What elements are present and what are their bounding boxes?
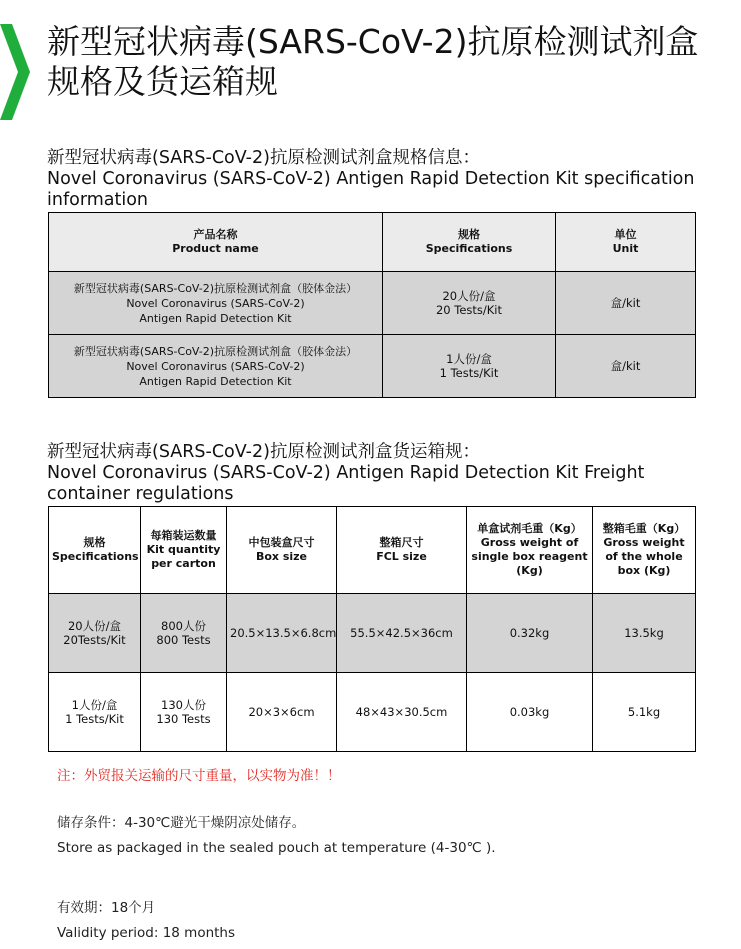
spec-heading-en: Novel Coronavirus (SARS-CoV-2) Antigen Rapid Detection Kit specification information <box>47 169 695 210</box>
cell-box-size: 20.5×13.5×6.8cm <box>227 594 337 673</box>
freight-section-heading <box>47 442 727 505</box>
cell-product-name: 新型冠状病毒(SARS-CoV-2)抗原检测试剂盒（胶体金法） Novel Coronavirus (SARS-CoV-2) Antigen Rapid Detection Kit <box>49 335 383 398</box>
table-row <box>49 673 696 752</box>
cell-specification: 20人份/盒 20 Tests/Kit <box>383 272 556 335</box>
col-box-size: 中包装盒尺寸 Box size <box>227 507 337 594</box>
page-title: 新型冠状病毒(SARS-CoV-2)抗原检测试剂盒规格及货运箱规 <box>47 22 699 101</box>
freight-table-header-row <box>49 507 696 594</box>
cell-box-size: 20×3×6cm <box>227 673 337 752</box>
col-fcl-size: 整箱尺寸 FCL size <box>337 507 467 594</box>
spec-table <box>48 212 696 398</box>
cell-specification: 1人份/盒 1 Tests/Kit <box>383 335 556 398</box>
validity-period-en: Validity period: 18 months <box>57 925 236 941</box>
cell-single-weight: 0.32kg <box>467 594 593 673</box>
chevron-accent-icon <box>0 24 30 120</box>
table-row <box>49 594 696 673</box>
col-product-name: 产品名称 Product name <box>49 213 383 272</box>
validity-period-cn: 有效期：18个月 <box>57 900 156 916</box>
table-row <box>49 272 696 335</box>
storage-condition-en: Store as packaged in the sealed pouch at temperature (4-30℃ ). <box>57 840 496 856</box>
cell-whole-weight: 13.5kg <box>593 594 696 673</box>
cell-whole-weight: 5.1kg <box>593 673 696 752</box>
freight-heading-en: Novel Coronavirus (SARS-CoV-2) Antigen Rapid Detection Kit Freight container regulations <box>47 463 645 504</box>
cell-fcl-size: 48×43×30.5cm <box>337 673 467 752</box>
spec-heading-cn: 新型冠状病毒(SARS-CoV-2)抗原检测试剂盒规格信息： <box>47 148 480 168</box>
freight-table <box>48 506 696 752</box>
col-kit-quantity: 每箱装运数量 Kit quantity per carton <box>141 507 227 594</box>
cell-product-name: 新型冠状病毒(SARS-CoV-2)抗原检测试剂盒（胶体金法） Novel Coronavirus (SARS-CoV-2) Antigen Rapid Detection Kit <box>49 272 383 335</box>
cell-fcl-size: 55.5×42.5×36cm <box>337 594 467 673</box>
col-unit: 单位 Unit <box>556 213 696 272</box>
customs-warning-note: 注：外贸报关运输的尺寸重量，以实物为准！！ <box>57 768 341 784</box>
col-whole-weight: 整箱毛重（Kg） Gross weight of the whole box (Kg) <box>593 507 696 594</box>
col-single-weight: 单盒试剂毛重（Kg） Gross weight of single box reagent (Kg) <box>467 507 593 594</box>
cell-specification: 1人份/盒 1 Tests/Kit <box>49 673 141 752</box>
cell-specification: 20人份/盒 20Tests/Kit <box>49 594 141 673</box>
freight-heading-cn: 新型冠状病毒(SARS-CoV-2)抗原检测试剂盒货运箱规： <box>47 442 480 462</box>
cell-quantity: 130人份 130 Tests <box>141 673 227 752</box>
col-specifications: 规格 Specifications <box>383 213 556 272</box>
cell-quantity: 800人份 800 Tests <box>141 594 227 673</box>
col-specifications: 规格 Specifications <box>49 507 141 594</box>
cell-unit: 盒/kit <box>556 335 696 398</box>
table-row <box>49 335 696 398</box>
spec-table-header-row <box>49 213 696 272</box>
storage-condition-cn: 储存条件：4-30℃避光干燥阴凉处储存。 <box>57 815 306 831</box>
cell-single-weight: 0.03kg <box>467 673 593 752</box>
cell-unit: 盒/kit <box>556 272 696 335</box>
spec-section-heading <box>47 148 727 211</box>
